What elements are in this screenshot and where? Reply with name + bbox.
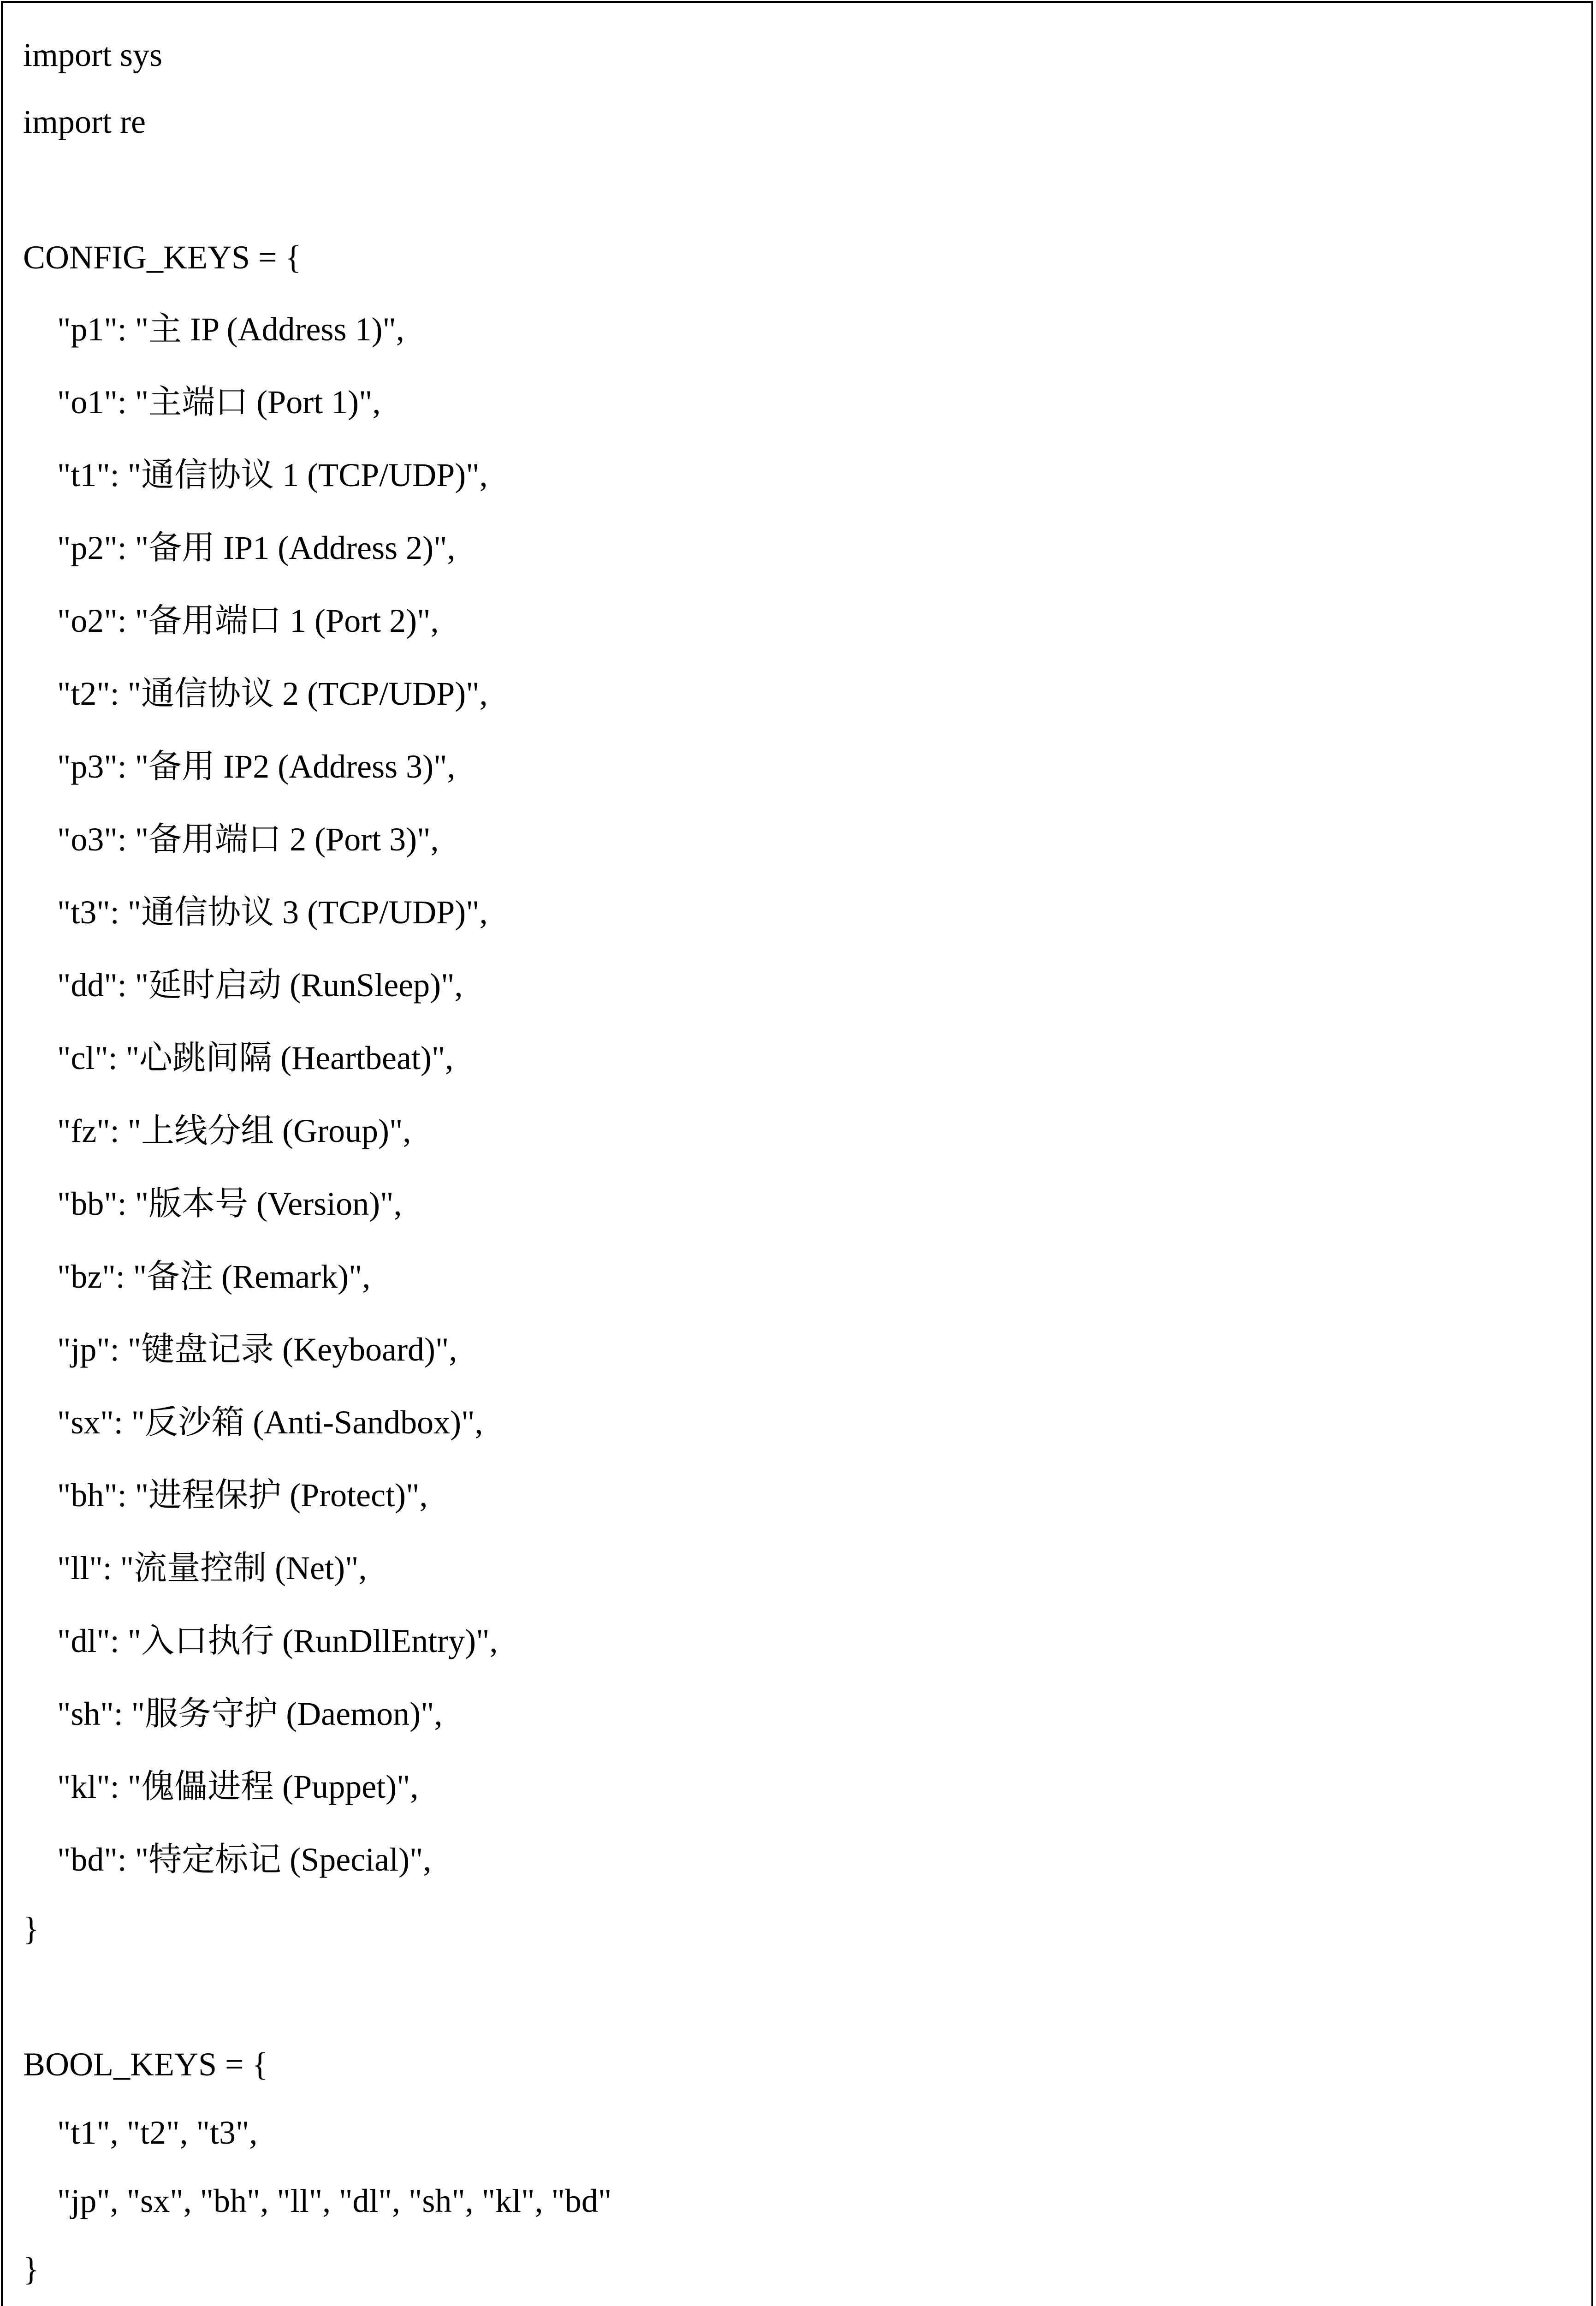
code-line-config-bh: "bh": "进程保护 (Protect)", bbox=[57, 1477, 428, 1514]
code-line-config-t1: "t1": "通信协议 1 (TCP/UDP)", bbox=[57, 457, 488, 493]
code-line-config-o2: "o2": "备用端口 1 (Port 2)", bbox=[57, 602, 439, 639]
code-line-bool-keys-flags: "jp", "sx", "bh", "ll", "dl", "sh", "kl", "bd" bbox=[57, 2182, 612, 2219]
code-line-config-bb: "bb": "版本号 (Version)", bbox=[57, 1185, 402, 1222]
code-line-import-re: import re bbox=[23, 103, 146, 140]
code-line-config-t3: "t3": "通信协议 3 (TCP/UDP)", bbox=[57, 894, 488, 931]
code-line-config-kl: "kl": "傀儡进程 (Puppet)", bbox=[57, 1768, 419, 1805]
document-page bbox=[1, 1, 1593, 2306]
code-line-config-sh: "sh": "服务守护 (Daemon)", bbox=[57, 1695, 443, 1732]
code-line-config-p3: "p3": "备用 IP2 (Address 3)", bbox=[57, 748, 456, 785]
code-line-config-o3: "o3": "备用端口 2 (Port 3)", bbox=[57, 821, 439, 858]
code-line-config-sx: "sx": "反沙箱 (Anti-Sandbox)", bbox=[57, 1404, 483, 1441]
code-line-config-t2: "t2": "通信协议 2 (TCP/UDP)", bbox=[57, 675, 488, 712]
code-line-import-sys: import sys bbox=[23, 36, 163, 73]
code-line-config-keys-close: } bbox=[23, 1910, 39, 1947]
code-line-bool-keys-close: } bbox=[23, 2251, 39, 2288]
code-line-config-ll: "ll": "流量控制 (Net)", bbox=[57, 1550, 367, 1587]
code-line-config-cl: "cl": "心跳间隔 (Heartbeat)", bbox=[57, 1040, 454, 1076]
code-line-bool-keys-t: "t1", "t2", "t3", bbox=[57, 2114, 258, 2151]
code-line-config-keys-open: CONFIG_KEYS = { bbox=[23, 239, 302, 276]
code-line-config-o1: "o1": "主端口 (Port 1)", bbox=[57, 384, 381, 421]
code-line-config-p1: "p1": "主 IP (Address 1)", bbox=[57, 311, 404, 348]
code-line-config-dd: "dd": "延时启动 (RunSleep)", bbox=[57, 967, 463, 1004]
code-line-config-bd: "bd": "特定标记 (Special)", bbox=[57, 1841, 432, 1878]
code-line-config-p2: "p2": "备用 IP1 (Address 2)", bbox=[57, 529, 456, 566]
code-line-bool-keys-open: BOOL_KEYS = { bbox=[23, 2046, 268, 2083]
code-block bbox=[3, 3, 1591, 2288]
code-line-config-fz: "fz": "上线分组 (Group)", bbox=[57, 1112, 411, 1149]
code-line-config-jp: "jp": "键盘记录 (Keyboard)", bbox=[57, 1331, 457, 1368]
code-line-config-bz: "bz": "备注 (Remark)", bbox=[57, 1258, 371, 1295]
code-line-config-dl: "dl": "入口执行 (RunDllEntry)", bbox=[57, 1623, 498, 1659]
